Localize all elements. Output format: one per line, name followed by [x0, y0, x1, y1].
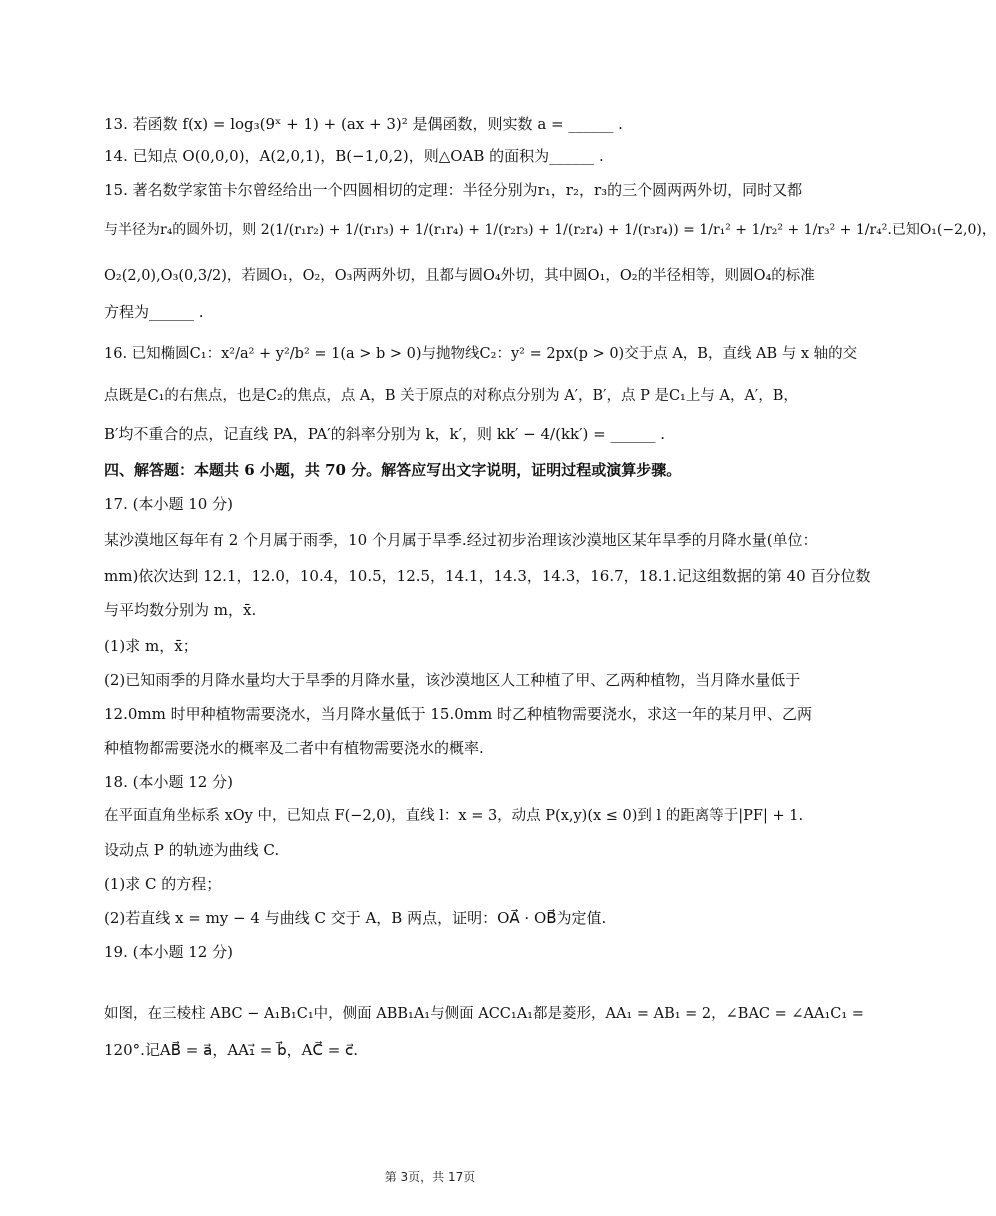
question-17-part-2-line-1: (2)已知雨季的月降水量均大于旱季的月降水量，该沙漠地区人工种植了甲、乙两种植物，当月降水量低于: [104, 671, 801, 689]
question-15-line-1: 15. 著名数学家笛卡尔曾经给出一个四圆相切的定理：半径分别为r₁，r₂，r₃的三个圆两两外切，同时又都: [104, 181, 803, 199]
question-14: 14. 已知点 O(0,0,0)，A(2,0,1)，B(−1,0,2)，则△OAB 的面积为______ .: [104, 147, 604, 165]
question-18-part-1: (1)求 C 的方程；: [104, 875, 222, 893]
question-15-line-3: O₂(2,0),O₃(0,3/2)，若圆O₁，O₂，O₃两两外切，且都与圆O₄外切，其中圆O₁，O₂的半径相等，则圆O₄的标准: [104, 268, 815, 284]
question-18-line-2: 设动点 P 的轨迹为曲线 C.: [104, 841, 280, 859]
question-18-line-1: 在平面直角坐标系 xOy 中，已知点 F(−2,0)，直线 l：x = 3，动点 P(x,y)(x ≤ 0)到 l 的距离等于|PF| + 1.: [104, 808, 804, 824]
question-15-line-4: 方程为______ .: [104, 303, 204, 321]
question-17-header: 17. (本小题 10 分): [104, 495, 233, 513]
question-19-header: 19. (本小题 12 分): [104, 943, 233, 961]
question-13: 13. 若函数 f(x) = log₃(9ˣ + 1) + (ax + 3)² 是偶函数，则实数 a = ______ .: [104, 115, 623, 133]
question-17-part-2-line-2: 12.0mm 时甲种植物需要浇水，当月降水量低于 15.0mm 时乙种植物需要浇水，求这一年的某月甲、乙两: [104, 705, 812, 723]
question-15-line-2: 与半径为r₄的圆外切，则 2(1/(r₁r₂) + 1/(r₁r₃) + 1/(r₁r₄) + 1/(r₂r₃) + 1/(r₂r₄) + 1/(r₃r₄)) = 1/r₁² + 1/r₂² + 1/r₃² + 1/r₄².已知O₁(−2,0)，: [104, 222, 996, 238]
section-heading: 四、解答题：本题共 6 小题，共 70 分。解答应写出文字说明，证明过程或演算步骤。: [104, 461, 682, 479]
question-19-line-1: 如图，在三棱柱 ABC − A₁B₁C₁中，侧面 ABB₁A₁与侧面 ACC₁A₁都是菱形，AA₁ = AB₁ = 2，∠BAC = ∠AA₁C₁ =: [104, 1006, 864, 1022]
question-17-line-1: 某沙漠地区每年有 2 个月属于雨季，10 个月属于旱季.经过初步治理该沙漠地区某年旱季的月降水量(单位：: [104, 531, 818, 549]
question-16-line-1: 16. 已知椭圆C₁：x²/a² + y²/b² = 1(a > b > 0)与抛物线C₂：y² = 2px(p > 0)交于点 A，B，直线 AB 与 x 轴的交: [104, 346, 858, 362]
question-18-part-2: (2)若直线 x = my − 4 与曲线 C 交于 A，B 两点，证明：OA⃗ · OB⃗为定值.: [104, 909, 607, 927]
question-16-line-3: B′均不重合的点，记直线 PA，PA′的斜率分别为 k，k′，则 kk′ − 4/(kk′) = ______ .: [104, 425, 666, 443]
question-17-line-2: mm)依次达到 12.1，12.0，10.4，10.5，12.5，14.1，14.3，14.3，16.7，18.1.记这组数据的第 40 百分位数: [104, 567, 871, 585]
question-18-header: 18. (本小题 12 分): [104, 773, 233, 791]
question-17-part-2-line-3: 种植物都需要浇水的概率及二者中有植物需要浇水的概率.: [104, 739, 484, 757]
question-17-part-1: (1)求 m，x̄；: [104, 637, 198, 655]
page-footer: 第 3页，共 17页: [384, 1170, 476, 1184]
question-17-line-3: 与平均数分别为 m，x̄.: [104, 601, 257, 619]
question-16-line-2: 点既是C₁的右焦点，也是C₂的焦点，点 A，B 关于原点的对称点分别为 A′，B′，点 P 是C₁上与 A，A′，B，: [104, 388, 798, 404]
question-19-line-2: 120°.记AB⃗ = a⃗，AA₁⃗ = b⃗，AC⃗ = c⃗.: [104, 1041, 359, 1059]
